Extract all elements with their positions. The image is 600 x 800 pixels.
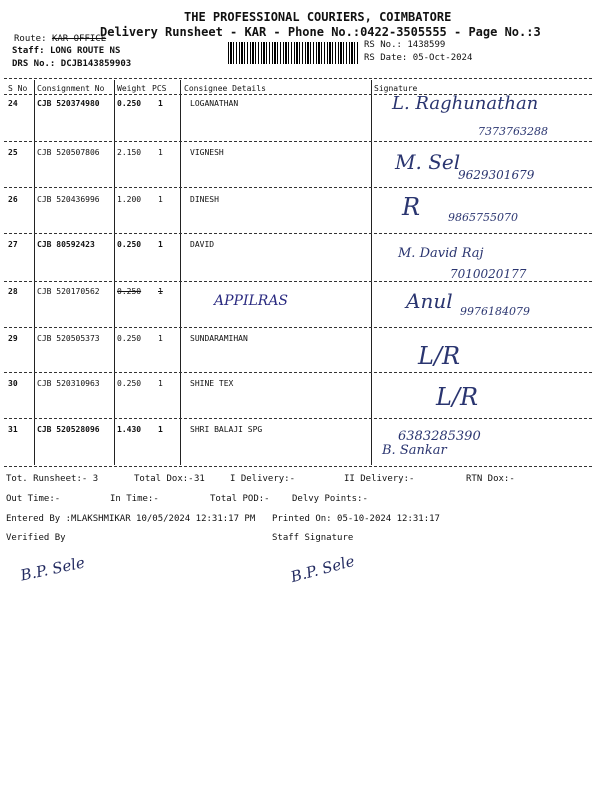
col-header-consignment: Consignment No — [37, 84, 105, 93]
rtn-dox-label: RTN Dox:- — [466, 474, 515, 484]
row-pcs: 1 — [158, 425, 163, 434]
row-rule — [4, 281, 592, 282]
staff-signature-label: Staff Signature — [272, 533, 354, 543]
rs-date-value: 05-Oct-2024 — [412, 53, 473, 63]
row-consignment: CJB 520436996 — [37, 195, 100, 204]
row-signature: M. Sel — [395, 150, 461, 174]
row-signature: M. David Raj — [398, 246, 484, 261]
row-consignment: CJB 520528096 — [37, 425, 100, 434]
row-rule — [4, 141, 592, 142]
row-signature: L/R — [436, 383, 479, 411]
row-consignment: CJB 520374980 — [37, 99, 100, 108]
col-header-sno: S No — [8, 84, 28, 93]
row-sig-phone: 7373763288 — [478, 125, 548, 138]
total-runsheet: Tot. Runsheet:- 3 — [6, 474, 99, 484]
row-sno: 31 — [8, 425, 18, 434]
row-consignee: APPILRAS — [214, 293, 289, 309]
runsheet-title: Delivery Runsheet - KAR - Phone No.:0422-3505555 - Page No.:3 — [100, 25, 541, 39]
row-pcs: 1 — [158, 148, 163, 157]
row-sig-phone: 9629301679 — [458, 168, 535, 182]
row-signature: L/R — [418, 342, 461, 370]
row-rule — [4, 233, 592, 234]
staff-line — [12, 46, 120, 56]
drs-label: DRS No.: — [12, 59, 56, 69]
row-pcs: 1 — [158, 334, 163, 343]
row-consignment: CJB 520310963 — [37, 379, 100, 388]
barcode-image — [228, 42, 360, 64]
row-pcs: 1 — [158, 195, 163, 204]
table-row — [0, 287, 600, 327]
row-weight: 1.200 — [117, 195, 142, 204]
table-row — [0, 425, 600, 465]
row-consignment: CJB 520505373 — [37, 334, 100, 343]
route-label: Route: — [14, 34, 47, 44]
drs-line — [12, 59, 131, 69]
row-consignment: CJB 520507806 — [37, 148, 100, 157]
rs-date-label: RS Date: — [364, 53, 408, 63]
row-consignee: SUNDARAMIHAN — [190, 334, 248, 343]
row-sig-phone: 9865755070 — [448, 211, 518, 224]
rs-no-value: 1438599 — [407, 40, 446, 50]
entered-by: Entered By :MLAKSHMIKAR 10/05/2024 12:31:17 PM — [6, 514, 256, 524]
row-weight: 0.250 — [117, 287, 142, 296]
i-delivery-label: I Delivery:- — [230, 474, 296, 484]
row-sig-phone: 9976184079 — [460, 305, 530, 318]
row-sig-phone: 6383285390 — [398, 429, 481, 444]
total-dox-label: Total Dox:- — [134, 474, 194, 484]
row-pcs: 1 — [158, 240, 163, 249]
printed-on: Printed On: 05-10-2024 12:31:17 — [272, 514, 440, 524]
row-weight: 0.250 — [117, 334, 142, 343]
total-pod-label: Total POD:- — [210, 494, 270, 504]
company-name: THE PROFESSIONAL COURIERS, COIMBATORE — [184, 10, 452, 24]
table-row — [0, 334, 600, 374]
row-weight: 2.150 — [117, 148, 142, 157]
row-consignee: SHINE TEX — [190, 379, 234, 388]
row-consignment: CJB 520170562 — [37, 287, 100, 296]
delvy-points-label: Delvy Points:- — [292, 494, 368, 504]
row-rule — [4, 327, 592, 328]
row-weight: 0.250 — [117, 240, 142, 249]
col-header-consignee: Consignee Details — [184, 84, 266, 93]
table-row — [0, 379, 600, 419]
out-time-label: Out Time:- — [6, 494, 61, 504]
row-weight: 0.250 — [117, 99, 142, 108]
rs-no-label: RS No.: — [364, 40, 402, 50]
row-rule — [4, 466, 592, 467]
col-header-pcs: PCS — [152, 84, 167, 93]
table-row — [0, 93, 600, 139]
table-row — [0, 195, 600, 235]
row-sno: 29 — [8, 334, 18, 343]
row-consignee: DINESH — [190, 195, 219, 204]
rs-no-line — [364, 40, 445, 50]
verified-signature: B.P. Sele — [18, 553, 87, 585]
col-header-weight: Weight — [117, 84, 146, 93]
route-line — [14, 34, 106, 44]
staff-signature: B.P. Sele — [288, 551, 357, 587]
row-weight: 1.430 — [117, 425, 142, 434]
total-dox-value: 31 — [194, 474, 205, 484]
row-rule — [4, 372, 592, 373]
staff-label: Staff: — [12, 46, 45, 56]
row-weight: 0.250 — [117, 379, 142, 388]
row-signature: R — [402, 193, 421, 221]
verified-by-label: Verified By — [6, 533, 66, 543]
row-rule — [4, 418, 592, 419]
row-sig-phone: 7010020177 — [450, 267, 527, 281]
row-rule — [4, 187, 592, 188]
row-consignee: LOGANATHAN — [190, 99, 239, 108]
route-value: KAR OFFICE — [51, 34, 107, 44]
row-sno: 25 — [8, 148, 18, 157]
row-consignee: SHRI BALAJI SPG — [190, 425, 263, 434]
row-pcs: 1 — [158, 287, 163, 296]
row-sno: 27 — [8, 240, 18, 249]
rs-date-line — [364, 53, 472, 63]
table-top-rule — [4, 78, 592, 79]
row-consignee: VIGNESH — [190, 148, 224, 157]
row-pcs: 1 — [158, 379, 163, 388]
row-signature: B. Sankar — [382, 443, 447, 458]
table-row — [0, 240, 600, 280]
drs-value: DCJB143859903 — [60, 59, 132, 69]
row-sno: 30 — [8, 379, 18, 388]
in-time-label: In Time:- — [110, 494, 159, 504]
ii-delivery-label: II Delivery:- — [344, 474, 415, 484]
row-sno: 24 — [8, 99, 18, 108]
row-sno: 26 — [8, 195, 18, 204]
row-consignee: DAVID — [190, 240, 215, 249]
row-signature: Anul — [406, 289, 453, 313]
staff-value: LONG ROUTE NS — [49, 46, 121, 56]
row-pcs: 1 — [158, 99, 163, 108]
row-signature: L. Raghunathan — [392, 93, 539, 114]
row-sno: 28 — [8, 287, 18, 296]
row-consignment: CJB 80592423 — [37, 240, 95, 249]
col-header-signature: Signature — [374, 84, 418, 93]
table-row — [0, 148, 600, 188]
